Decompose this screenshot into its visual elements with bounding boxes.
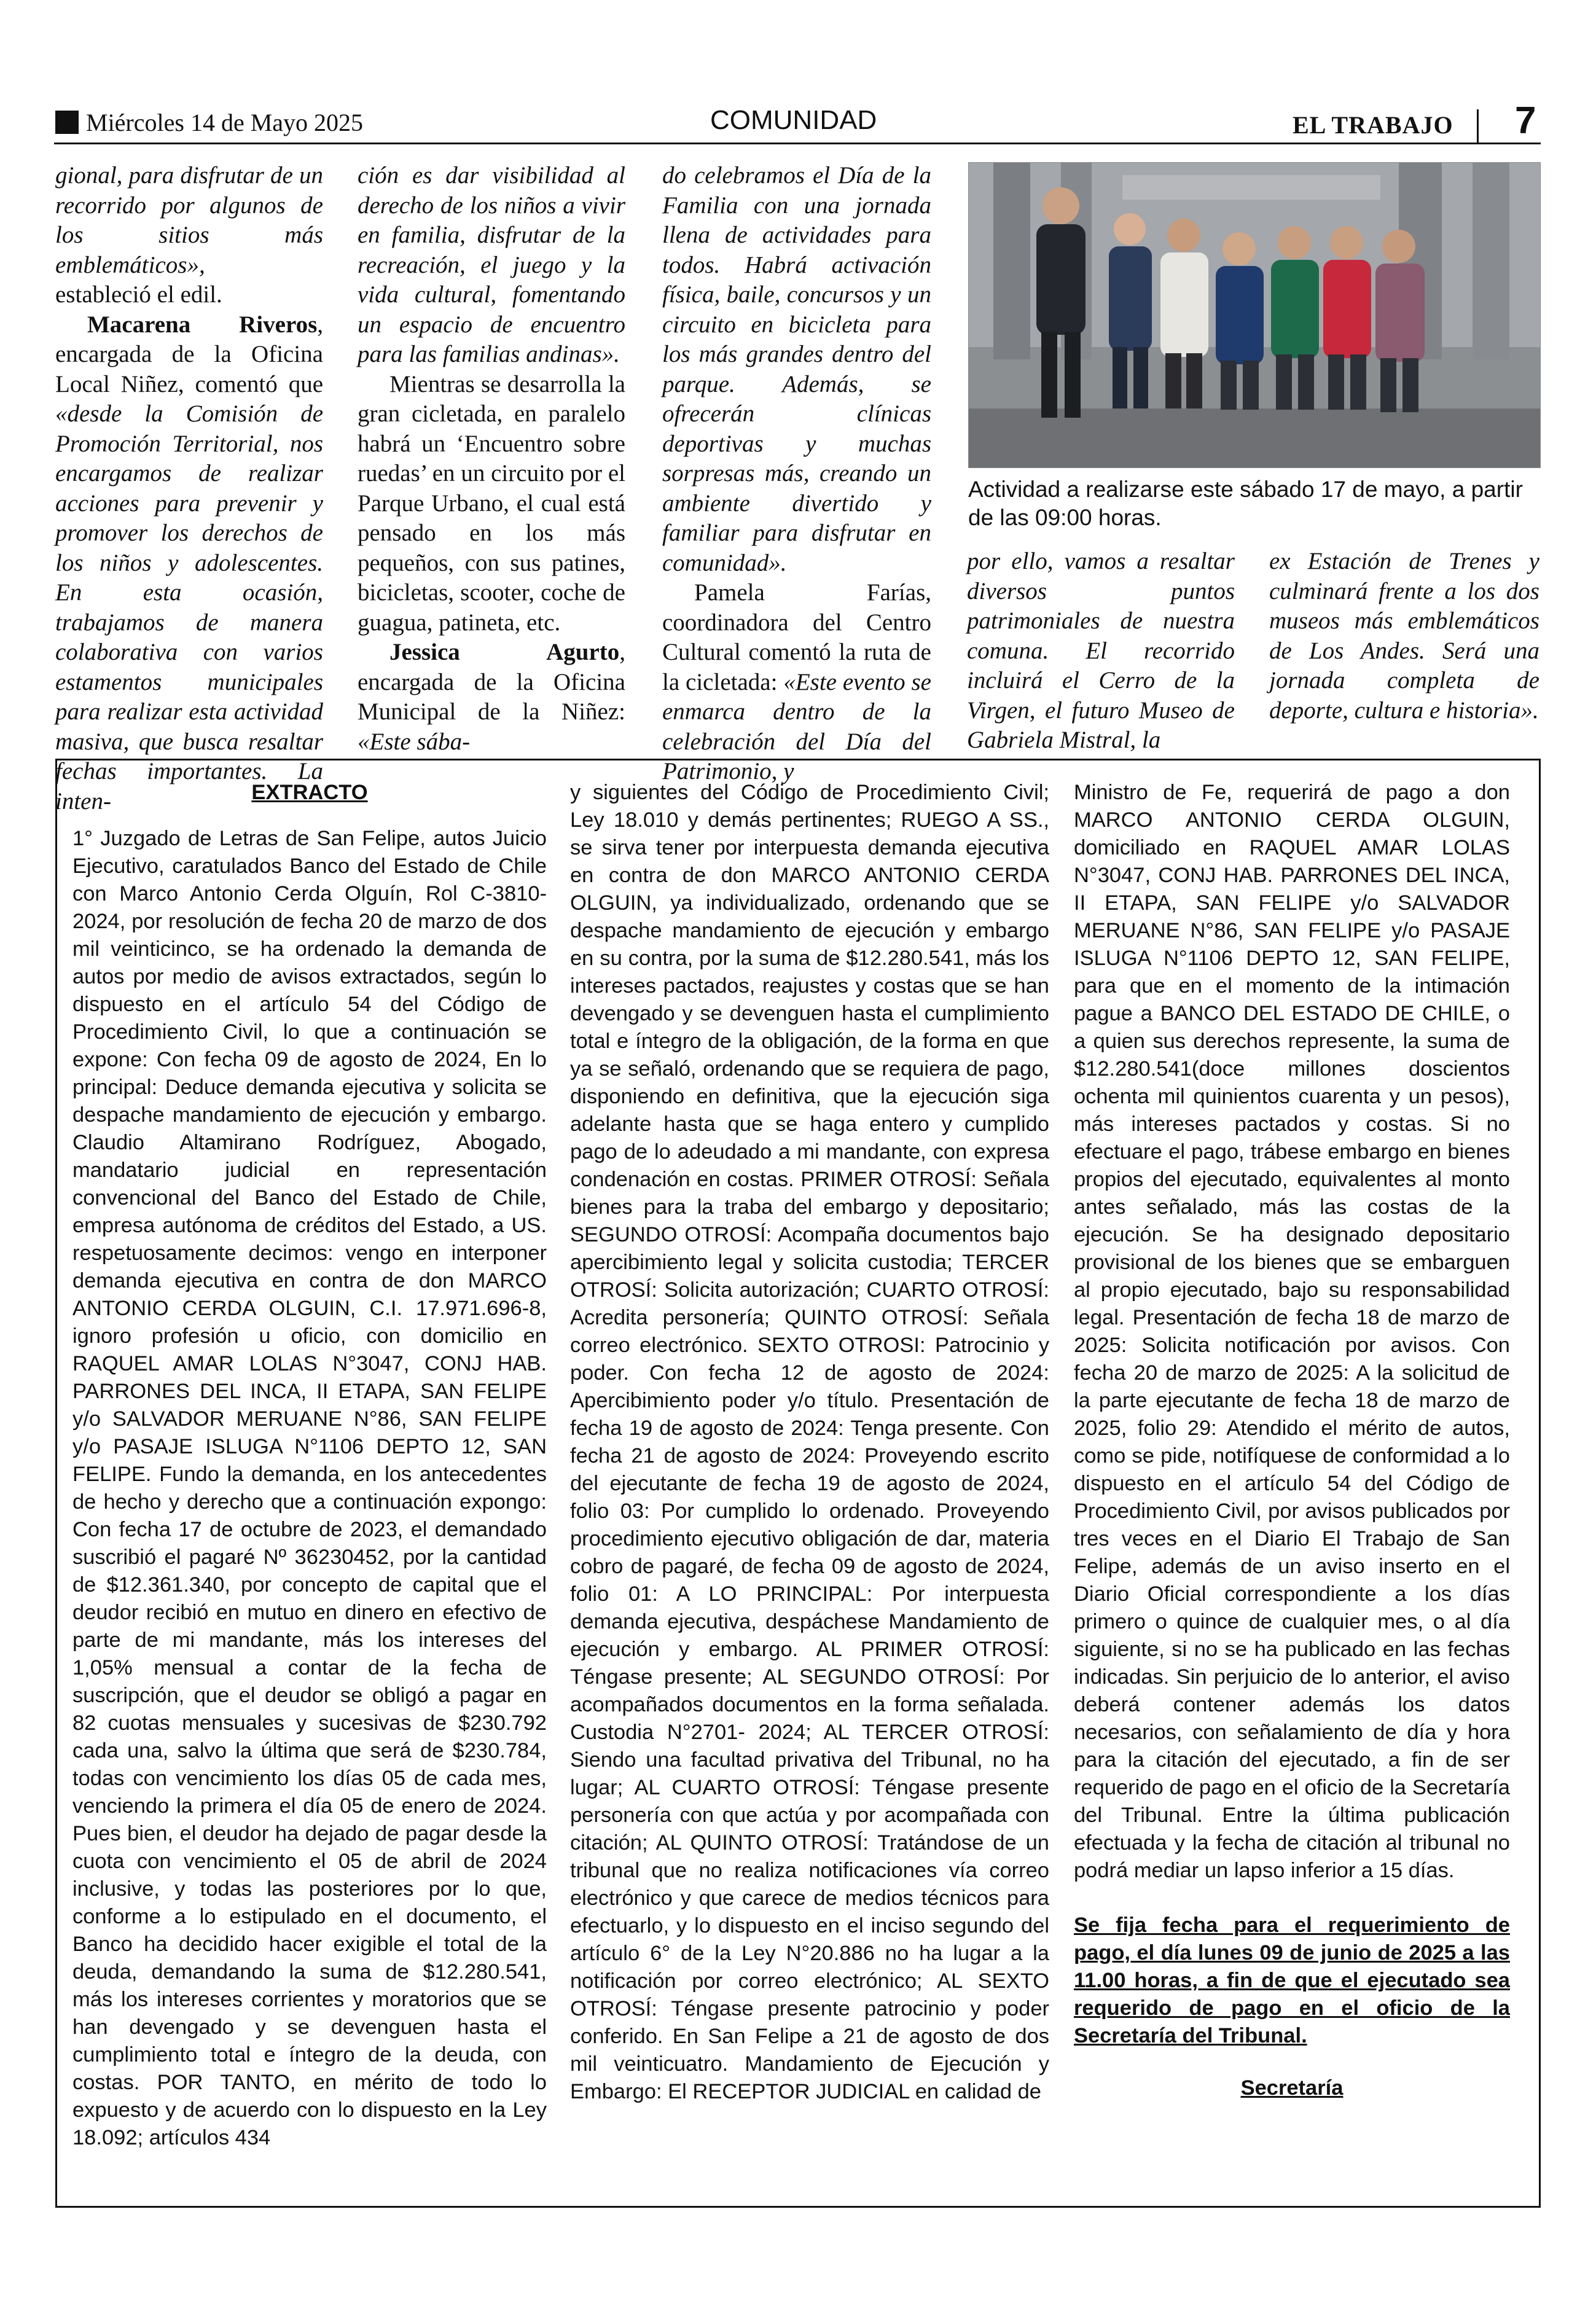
article-quote: «Este sába- [358,728,471,755]
section-name: COMUNIDAD [710,105,877,135]
square-icon [55,111,79,134]
photo-caption: Actividad a realizarse este sábado 17 de mayo, a partir de las 09:00 horas. [968,477,1523,530]
article-column-2 [358,161,625,755]
article-quote: por ello, vamos a resaltar diversos puntos patrimoniales de nuestra comuna. El recorrido incluirá el Cerro de la Virgen, el futuro Museo de Gabriela Mistral, la [967,548,1235,753]
article-column-3 [662,161,931,784]
article-text: , encargada de la Oficina Local Niñez, comentó que [55,311,323,397]
legal-column-1 [72,779,547,2192]
legal-text: 1° Juzgado de Letras de San Felipe, autos Juicio Ejecutivo, caratulados Banco del Estado de Chile con Marco Antonio Cerda Olguín, Rol C-3810-2024, por resolución de fecha 20 de marzo de dos mil veinticinco, se ha ordenado la demanda de autos por medio de avisos extractados, según lo dispuesto en el artículo 54 del Código de Procedimiento Civil, lo que a continuación se expone: Con fecha 09 de agosto de 2024, En lo principal: Deduce demanda ejecutiva y solicita se despache mandamiento de ejecución y embargo. Claudio Altamirano Rodríguez, Abogado, mandatario judicial en representación convencional del Banco del Estado de Chile, empresa autónoma de créditos del Estado, a US. respetuosamente decimos: vengo en interponer demanda ejecutiva en contra de don MARCO ANTONIO CERDA OLGUIN, C.I. 17.971.696-8, ignoro profesión u oficio, con domicilio en RAQUEL AMAR LOLAS N°3047, CONJ HAB. PARRONES DEL INCA, II ETAPA, SAN FELIPE y/o SALVADOR MERUANE N°86, SAN FELIPE y/o PASAJE ISLUGA N°1106 DEPTO 12, SAN FELIPE. Fundo la demanda, en los antecedentes de hecho y derecho que a continuación expongo: Con fecha 17 de octubre de 2023, el demandado suscribió el pagaré Nº 36230452, por la cantidad de $12.361.340, por concepto de capital que el deudor recibió en mutuo en dinero en efectivo de parte de mi mandante, más los intereses del 1,05% mensual a contar de la fecha de suscripción, que el deudor se obligó a pagar en 82 cuotas mensuales y sucesivas de $230.792 cada una, salvo la última que será de $230.784, todas con vencimiento los días 05 de cada mes, venciendo la primera el día 05 de enero de 2024. Pues bien, el deudor ha dejado de pagar desde la cuota con vencimiento el 05 de abril de 2024 inclusive, y todas las posteriores por lo que, conforme a lo estipulado en el documento, el Banco ha decidido hacer exigible el total de la deuda, demandando la suma de $12.280.541, más los intereses corrientes y moratorios que se han devengado y se devenguen hasta el cumplimiento total e íntegro de la deuda, con costas. POR TANTO, en mérito de todo lo expuesto y de acuerdo con lo dispuesto en la Ley 18.092; artículos 434 [72,827,547,2149]
legal-text: y siguientes del Código de Procedimiento Civil; Ley 18.010 y demás pertinentes; RUEGO A SS., se sirva tener por interpuesta demanda ejecutiva en contra de don MARCO ANTONIO CERDA OLGUIN, ya individualizado, ordenando que se despache mandamiento de ejecución y embargo en su contra, por la suma de $12.280.541, más los intereses pactados, reajustes y costas que se han devengado y se devenguen hasta el cumplimiento total e íntegro de la obligación, de la forma en que ya se señaló, ordenando que se requiera de pago, disponiendo en definitiva, que la ejecución siga adelante hasta que se haga entero y cumplido pago de lo adeudado a mi mandante, con expresa condenación en costas. PRIMER OTROSÍ: Señala bienes para la traba del embargo y depositario; SEGUNDO OTROSÍ: Acompaña documentos bajo apercibimiento legal y solicita custodia; TERCER OTROSÍ: Solicita autorización; CUARTO OTROSÍ: Acredita personería; QUINTO OTROSÍ: Señala correo electrónico. SEXTO OTROSI: Patrocinio y poder. Con fecha 12 de agosto de 2024: Apercibimiento poder y/o título. Presentación de fecha 19 de agosto de 2024: Tenga presente. Con fecha 21 de agosto de 2024: Proveyendo escrito del ejecutante de fecha 19 de agosto de 2024, folio 03: Por cumplido lo ordenado. Proveyendo procedimiento ejecutivo obligación de dar, materia cobro de pagaré, de fecha 09 de agosto de 2024, folio 01: A LO PRINCIPAL: Por interpuesta demanda ejecutiva, despáchese Mandamiento de ejecución y embargo. AL PRIMER OTROSÍ: Téngase presente; AL SEGUNDO OTROSÍ: Por acompañados documentos en la forma señalada. Custodia N°2701- 2024; AL TERCER OTROSÍ: Siendo una facultad privativa del Tribunal, no ha lugar; AL CUARTO OTROSÍ: Téngase presente personería con que actúa y por acompañada con citación; AL QUINTO OTROSÍ: Tratándose de un tribunal que no realiza notificaciones vía correo electrónico y que carece de medios técnicos para efectuarlo, y lo dispuesto en el inciso segundo del artículo 6° de la Ley N°20.886 no ha lugar a la notificación por correo electrónico; AL SEXTO OTROSÍ: Téngase presente patrocinio y poder conferido. En San Felipe a 21 de agosto de dos mil veinticuatro. Mandamiento de Ejecución y Embargo: El RECEPTOR JUDICIAL en calidad de [570,781,1049,2103]
header-rule [54,143,1541,144]
legal-text: Ministro de Fe, requerirá de pago a don MARCO ANTONIO CERDA OLGUIN, domiciliado en RAQUEL AMAR LOLAS N°3047, CONJ HAB. PARRONES DEL INCA, II ETAPA, SAN FELIPE y/o SALVADOR MERUANE N°86, SAN FELIPE y/o PASAJE ISLUGA N°1106 DEPTO 12, SAN FELIPE, para que en el momento de la intimación pague a BANCO DEL ESTADO DE CHILE, o a quien sus derechos represente, la suma de $12.280.541(doce millones doscientos ochenta mil quinientos cuarenta y un pesos), más intereses pactados y costas. Si no efectuare el pago, trábese embargo en bienes propios del ejecutado, equivalentes al monto antes señalado, más las costas de la ejecución. Se ha designado depositario provisional de los bienes que se embarguen al propio ejecutado, bajo su responsabilidad legal. Presentación de fecha 18 de marzo de 2025: Solicita notificación por avisos. Con fecha 20 de marzo de 2025: A la solicitud de la parte ejecutante de fecha 18 de marzo de 2025, folio 29: Atendido el mérito de autos, como se pide, notifíquese de conformidad a lo dispuesto en el artículo 54 del Código de Procedimiento Civil, por avisos publicados por tres veces en el Diario El Trabajo de San Felipe, además de un aviso inserto en el Diario Oficial correspondiente a los días primero o quince de cualquier mes, o al día siguiente, si no se ha publicado en las fechas indicadas. Sin perjuicio de lo anterior, el aviso deberá contener además los datos necesarios, con señalamiento de día y hora para la citación del ejecutado, a fin de ser requerido de pago en el oficio de la Secretaría del Tribunal. Entre la última publicación efectuada y la fecha de citación al tribunal no podrá mediar un lapso inferior a 15 días. [1074,781,1510,1882]
signature-secretaria: Secretaría [1240,2076,1344,2100]
page-number: 7 [1515,100,1536,142]
article-quote: ex Estación de Trenes y culminará frente a los dos museos más emblemáticos de Los Andes. Será una jornada completa de deporte, cultura e historia». [1269,548,1539,724]
article-quote: do celebramos el Día de la Familia con una jornada llena de actividades para todos. Habrá activación física, baile, concursos y un circuito en bicicleta para los más grandes dentro del parque. Además, se ofrecerán clínicas deportivas y muchas sorpresas más, creando un ambiente divertido y familiar para disfrutar en comunidad». [662,162,931,576]
hearing-date-notice: Se fija fecha para el requerimiento de pago, el día lunes 09 de junio de 2025 a las 11.00 horas, a fin de que el ejecutado sea requerido de pago en el oficio de la Secretaría del Tribunal. [1074,1914,1510,2047]
legal-notice-title: EXTRACTO [251,781,368,804]
article-quote: «Este evento se enmarca dentro de la celebración del Día del Patrimonio, y [662,668,931,784]
person-name: Macarena Riveros [87,311,318,338]
article-column-5 [1269,547,1539,726]
article-quote: «desde la Comisión de Promoción Territorial, nos encargamos de realizar acciones para prevenir y promover los derechos de los niños y adolescentes. En esta ocasión, trabajamos de manera colaborativa con varios estamentos municipales para realizar esta actividad masiva, que busca resaltar fechas importantes. La inten- [55,401,323,815]
article-column-4 [967,547,1235,753]
article-text: estableció el edil. [55,281,222,308]
header-date [55,108,363,138]
article-text: , encargada de la Oficina Municipal de la Niñez: [358,639,625,725]
article-photo [968,162,1541,468]
article-text: Mientras se desarrolla la gran cicletada, en paralelo habrá un ‘Encuentro sobre ruedas’ en un circuito por el Parque Urbano, el cual está pensado en los más pequeños, con sus patines, bicicletas, scooter, coche de guagua, patineta, etc. [358,370,625,636]
legal-column-3 [1074,779,1510,2192]
article-text: gional, para disfrutar de un recorrido por algunos de los sitios más emblemáticos», [55,162,323,278]
legal-column-2 [570,779,1049,2192]
article-text: Pamela Farías, coordinadora del Centro Cultural comentó la ruta de la cicletada: [662,579,931,695]
article-quote: ción es dar visibilidad al derecho de los niños a vivir en familia, disfrutar de la recreación, el juego y la vida cultural, fomentando un espacio de encuentro para las familias andinas». [358,162,625,367]
person-name: Jessica Agurto [389,639,620,665]
newspaper-name: EL TRABAJO [1293,111,1453,139]
header-separator [1477,109,1479,144]
date-text: Miércoles 14 de Mayo 2025 [86,109,364,136]
